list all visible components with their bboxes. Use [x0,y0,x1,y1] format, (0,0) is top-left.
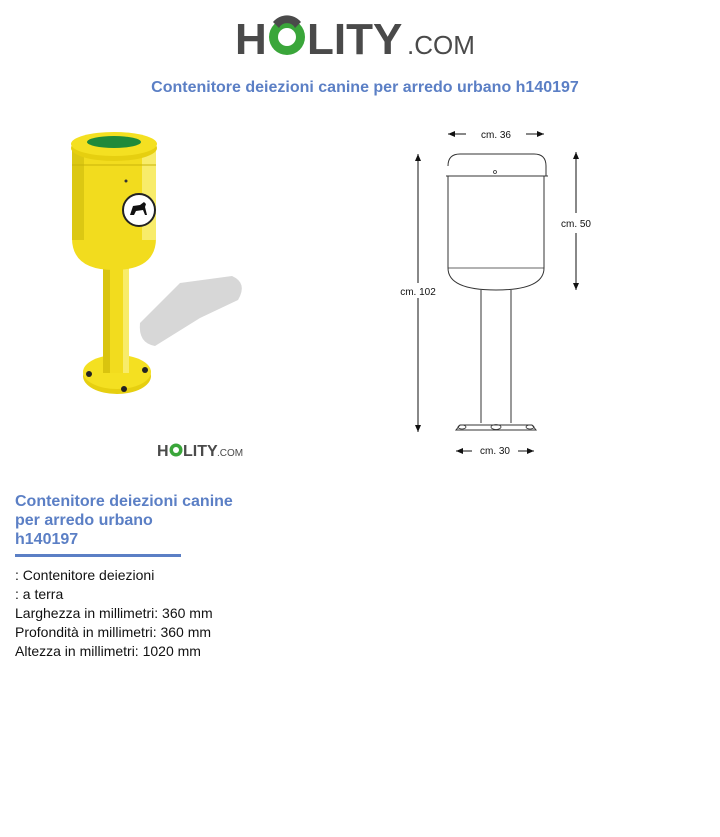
dim-bin-height: cm. 50 [560,219,592,230]
site-logo[interactable] [0,12,720,68]
svg-text:.COM: .COM [217,448,244,459]
logo-letter-h: H [235,15,267,64]
product-heading-line: per arredo urbano [15,512,153,529]
product-heading [15,492,255,549]
spec-item: : a terra [15,586,64,602]
svg-text:LITY: LITY [183,443,218,460]
spec-item: Altezza in millimetri: 1020 mm [15,643,201,659]
svg-text:H: H [157,443,169,460]
dimension-drawing [380,118,620,463]
product-heading-line: h140197 [15,531,79,548]
dim-total-height: cm. 102 [400,287,436,298]
dim-base-width: cm. 30 [479,446,511,457]
dim-top-width: cm. 36 [480,130,512,141]
spec-item: Profondità in millimetri: 360 mm [15,624,212,640]
logo-word: LITY [307,15,403,64]
spec-item: : Contenitore deiezioni [15,567,155,583]
watermark-logo [157,440,247,460]
spec-item: Larghezza in millimetri: 360 mm [15,605,213,621]
heading-divider [15,554,181,557]
logo-globe-icon [269,15,305,55]
spec-list [15,566,213,661]
page-title: Contenitore deiezioni canine per arredo urbano h140197 [151,79,579,96]
product-photo [0,118,260,463]
product-heading-line: Contenitore deiezioni canine [15,493,233,510]
logo-suffix: .COM [407,30,475,60]
